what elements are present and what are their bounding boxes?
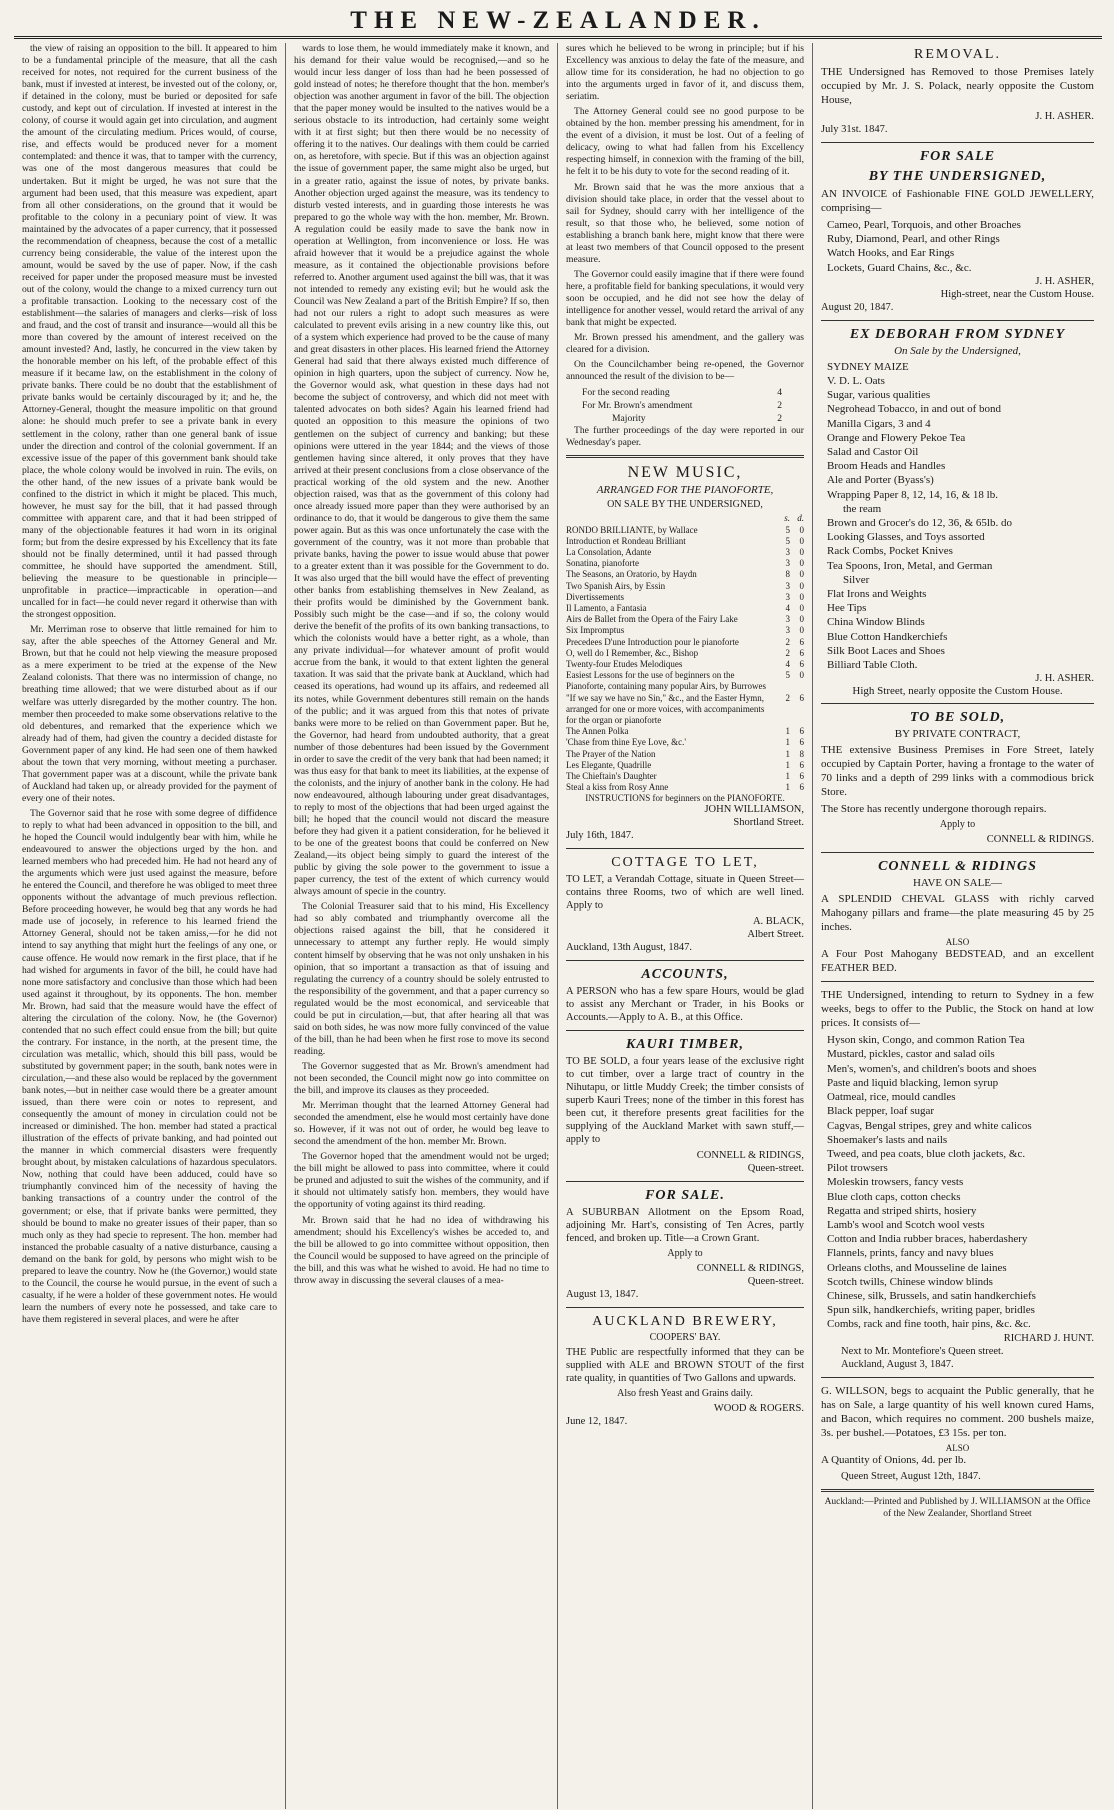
list-item: Tweed, and pea coats, blue cloth jackets, &c. <box>827 1147 1026 1160</box>
ad-signature: CONNELL & RIDINGS, <box>696 1150 804 1162</box>
price-shillings: 5 <box>785 524 790 535</box>
item-title: The Chieftain's Daughter <box>566 771 657 782</box>
item-title: La Consolation, Adante <box>566 546 652 557</box>
price-row <box>566 648 804 659</box>
price-pence: 8 <box>799 748 804 759</box>
list-item: Cotton and India rubber braces, haberdashery <box>827 1233 1028 1246</box>
ad-signature: WOOD & ROGERS. <box>713 1403 804 1415</box>
ad-address: Queen-street. <box>747 1276 804 1288</box>
price-pence: 6 <box>799 647 804 658</box>
ad-title: ACCOUNTS, <box>641 967 729 983</box>
ad-hunt-stock <box>821 988 1094 1370</box>
list-item: Blue Cotton Handkerchiefs <box>827 630 948 643</box>
ad-title: NEW MUSIC, <box>627 464 743 482</box>
list-item: Manilla Cigars, 3 and 4 <box>827 417 931 430</box>
ad-body: TO LET, a Verandah Cottage, situate in Queen Street—contains three Rooms, two of which are well lined. Apply to <box>566 874 804 912</box>
item-title: Two Spanish Airs, by Essin <box>566 580 666 591</box>
ad-cottage <box>566 855 804 954</box>
division-row <box>582 412 782 425</box>
divider <box>566 1181 804 1182</box>
ad-apply: Apply to <box>939 819 976 831</box>
list-item: Hyson skin, Congo, and common Ration Tea <box>827 1034 1025 1047</box>
ad-subtitle: BY PRIVATE CONTRACT, <box>894 728 1021 741</box>
divider <box>821 852 1094 853</box>
list-item: Ale and Porter (Byass's) <box>827 474 934 487</box>
price-pence: 6 <box>799 737 804 748</box>
price-header <box>566 513 804 524</box>
ad-title: TO BE SOLD, <box>909 710 1006 726</box>
ad-address: Next to Mr. Montefiore's Queen street. <box>841 1345 1004 1357</box>
price-pence: 6 <box>799 636 804 647</box>
list-item: Ruby, Diamond, Pearl, and other Rings <box>827 233 1000 246</box>
price-pence: 0 <box>799 569 804 580</box>
list-item: Pilot trowsers <box>827 1162 888 1175</box>
list-item: Salad and Castor Oil <box>827 446 919 459</box>
ad-signature: J. H. ASHER. <box>1035 673 1094 685</box>
column-1 <box>14 43 286 1809</box>
price-shillings: 1 <box>785 782 790 793</box>
ad-signature: J. H. ASHER, <box>1035 275 1094 287</box>
ad-subtitle: ON SALE BY THE UNDERSIGNED, <box>607 499 763 511</box>
list-item: Cagvas, Bengal stripes, grey and white calicos <box>827 1119 1032 1132</box>
item-title: Airs de Ballet from the Opera of the Fairy Lake <box>566 614 738 625</box>
price-row <box>566 771 804 782</box>
ad-title: AUCKLAND BREWERY, <box>592 1314 778 1330</box>
ad-signature: RICHARD J. HUNT. <box>1003 1332 1094 1344</box>
ad-signature: CONNELL & RIDINGS, <box>696 1263 804 1275</box>
division-value: 2 <box>777 413 782 425</box>
divider <box>821 320 1094 321</box>
price-row <box>566 693 804 727</box>
article-paragraph: Mr. Merriman rose to observe that little remained for him to say, after the able speeches of the Attorney General and Mr. Brown, but that he could not help viewing the measure proposed as a mere experiment to be tried at the expense of the New Zealand colonists. That there was no intermission of change, no breathing time allowed; that we were disturbed about as if our welfare was utterly disregarded by the mother country. The hon. member then proceeded to make some observations relative to the old debentures, and remarked that the experience which we already had of them, had given the country a decided distaste for Government paper of any kind. He had seen one of them hawked about the town that very morning, without meeting a purchaser. That government paper was at a discount, while the private bank of Auckland had taken up, or already provided for the payment of every one of their notes. <box>22 624 277 804</box>
price-row <box>566 726 804 737</box>
ad-title: KAURI TIMBER, <box>625 1037 745 1053</box>
list-item: the ream <box>843 502 882 515</box>
price-row <box>566 558 804 569</box>
item-title: Twenty-four Etudes Melodiques <box>566 659 683 669</box>
list-item: Rack Combs, Pocket Knives <box>827 545 953 558</box>
price-row <box>566 614 804 625</box>
ad-body: THE Undersigned, intending to return to Sydney in a few weeks, begs to offer to the Public, the Stock on hand at low prices. It consists of— <box>821 989 1094 1030</box>
list-item: Orleans cloths, and Mousseline de laines <box>827 1261 1007 1274</box>
list-item: Silk Boot Laces and Shoes <box>827 644 945 657</box>
list-item: Men's, women's, and children's boots and shoes <box>827 1062 1037 1075</box>
list-item: Wrapping Paper 8, 12, 14, 16, & 18 lb. <box>827 488 998 501</box>
list-item: Moleskin trowsers, fancy vests <box>827 1176 964 1189</box>
article-paragraph: The Governor hoped that the amendment would not be urged; the bill might be allowed to pass into committee, where it could be pruned and adjusted to suit the wishes of the community, and if it should not ultimately satisfy hon. members, they would have the opportunity of voting against its third reading. <box>294 1151 549 1211</box>
item-title: "If we say we have no Sin," &c., and the Easter Hymn, arranged for one or more voices, with accompaniments for the organ or pianoforte <box>566 692 765 726</box>
ad-address: Queen-street. <box>747 1163 804 1175</box>
division-value: 2 <box>777 400 782 412</box>
article-paragraph: sures which he believed to be wrong in principle; but if his Excellency was anxious to delay the fate of the measure, and allow time for its consideration, he had no objection to go into the arguments urged in favor of it, and discuss them, seriatim. <box>566 43 804 103</box>
price-row <box>566 581 804 592</box>
price-pence: 0 <box>799 602 804 613</box>
list-item: Watch Hooks, and Ear Rings <box>827 247 955 260</box>
ad-date: Auckland, 13th August, 1847. <box>566 942 692 954</box>
price-shillings: 3 <box>785 580 790 591</box>
item-title: 'Chase from thine Eye Love, &c.' <box>566 737 686 748</box>
list-item: Lockets, Guard Chains, &c., &c. <box>827 261 972 274</box>
item-list <box>821 218 1094 275</box>
division-label: Majority <box>612 413 646 425</box>
ad-body: THE Public are respectfully informed that they can be supplied with ALE and BROWN STOUT of the first rate quality, in quantities of Two Gallons and upwards. <box>566 1347 804 1385</box>
ad-willson <box>821 1384 1094 1483</box>
ad-title: FOR SALE <box>919 149 996 164</box>
ad-date: Auckland, August 3, 1847. <box>841 1358 954 1370</box>
price-shillings: 3 <box>785 614 790 625</box>
price-shillings: 3 <box>785 558 790 569</box>
ad-jewellery <box>821 149 1094 314</box>
ad-cheval-glass <box>821 859 1094 975</box>
price-shillings: 5 <box>785 670 790 681</box>
ad-body: The Store has recently undergone thorough repairs. <box>821 803 1047 816</box>
ad-body: A PERSON who has a few spare Hours, would be glad to assist any Merchant or Trader, in his Books or Accounts.—Apply to A. B., at this Office. <box>566 986 804 1024</box>
article-paragraph: On the Councilchamber being re-opened, the Governor announced the result of the division to be— <box>566 359 804 383</box>
ad-title: COTTAGE TO LET, <box>611 855 759 871</box>
division-result <box>566 386 804 425</box>
divider <box>821 1377 1094 1378</box>
divider <box>821 142 1094 143</box>
article-paragraph: Mr. Brown pressed his amendment, and the gallery was cleared for a division. <box>566 332 804 356</box>
divider <box>821 981 1094 982</box>
list-item: V. D. L. Oats <box>827 375 885 388</box>
shillings-header: s. <box>784 513 790 524</box>
price-row <box>566 625 804 636</box>
ad-signature: J. H. ASHER. <box>1035 111 1094 122</box>
list-item: SYDNEY MAIZE <box>827 360 909 373</box>
list-item: Sugar, various qualities <box>827 389 931 402</box>
ad-date: August 13, 1847. <box>566 1289 639 1301</box>
ad-extra: Also fresh Yeast and Grains daily. <box>617 1388 753 1400</box>
ad-kauri-timber <box>566 1037 804 1175</box>
list-item: Brown and Grocer's do 12, 36, & 65lb. do <box>827 517 1012 530</box>
ad-subtitle: ARRANGED FOR THE PIANOFORTE, <box>596 484 774 497</box>
price-row <box>566 525 804 536</box>
imprint: Auckland:—Printed and Published by J. WILLIAMSON at the Office of the New Zealander, Shortland Street <box>821 1489 1094 1520</box>
column-2 <box>286 43 558 1809</box>
division-label: For Mr. Brown's amendment <box>582 400 693 412</box>
item-title: RONDO BRILLIANTE, by Wallace <box>566 524 698 535</box>
ad-removal <box>821 47 1094 136</box>
divider <box>566 1030 804 1031</box>
item-list <box>821 1033 1094 1331</box>
price-shillings: 1 <box>785 737 790 748</box>
ad-to-be-sold <box>821 710 1094 846</box>
division-value: 4 <box>777 387 782 399</box>
ad-body: THE extensive Business Premises in Fore Street, lately occupied by Captain Porter, having a frontage to the water of 70 links and a depth of 299 links with a commodious brick Store. <box>821 744 1094 799</box>
price-row <box>566 782 804 793</box>
list-item: Mustard, pickles, castor and salad oils <box>827 1048 995 1061</box>
list-item: Billiard Table Cloth. <box>827 659 918 672</box>
ad-subtitle: BY THE UNDERSIGNED, <box>868 169 1047 184</box>
item-title: O, well do I Remember, &c., Bishop <box>566 647 699 658</box>
list-item: Scotch twills, Chinese window blinds <box>827 1275 993 1288</box>
ad-date: June 12, 1847. <box>566 1416 628 1428</box>
article-paragraph: The Attorney General could see no good purpose to be obtained by the hon. member pressing his amendment, for in the event of a division, it must be lost. Out of a feeling of delicacy, owing to what had fallen from his Excellency respecting himself, in connexion with the framing of the bill, he felt it to be his duty to vote for the second reading of it. <box>566 106 804 178</box>
ad-body: A SUBURBAN Allotment on the Epsom Road, adjoining Mr. Hart's, consisting of Ten Acres, partly fenced, and broken up. Title—a Crown Grant. <box>566 1207 804 1245</box>
article-paragraph: Mr. Brown said that he was the more anxious that a division should take place, in order that the vessel about to sail for Sydney, should carry with her intelligence of the result, so that those who, he believed, some notion of establishing a branch bank here, might know that there were at least two members of that Council opposed to the present measure. <box>566 181 804 265</box>
article-paragraph: wards to lose them, he would immediately make it known, and his demand for their value would be recognised,—and so he would incur less danger of loss than had he been possessed of gold instead of notes; he therefore thought that the hon. member's objection was another argument in favor of the bill. The objection that the paper money would be insulted to the natives would be a serious obstacle to its introduction, had certainly some weight with it at first sight; but then there would be no necessity of offering it to the natives. Our dealings with them could be carried on, as heretofore, with specie. But if this was an objection against the issue of government paper, the same might also be urged, but in a greater ratio, against the issue of notes, by private banks. Another objection urged against the measure, was its tendency to disturb vested interests, and in guarding those interests he was prepared to go the whole way with the hon. member, Mr. Brown. A regulation could be easily made to save the bank now in operation at Wellington, from inconvenience or loss. He was afraid however that it would be a prejudice against the whole measure, as it contained the objectionable provisions before referred to. Another argument used against the bill was, that it was not intended to remedy any existing evil; but he would ask the Council was New Zealand a part of the British Empire? If so, then had not our rulers a right to adopt such measures as were calculated to prevent evils arising in a new country like this, out of a system which experience had proved to be the cause of many and great disasters in other places. His learned friend the Attorney General had said that there always existed much difference of opinion in high quarters, upon the subject of currency. Now he, the Governor would ask, what question in these days had not become the subject of controversy, and which did not meet with talented advocates on both sides? Again his learned friend had quoted an opposition to this measure the opinions of two gentlemen on the subject of currency and banking; but these opinions were uttered in the year 1844; and the views of those gentlemen having since altered, it only proves that they have arrived at their present conclusions from a close observance of the practical working of the old system and the new. Another objection raised, was that as the government of this colony had once already issued more paper than they were authorised by an ordinance to do, that it would be dangerous to give them the same power again. But as this was once unfortunately the case with the government of the country, was it not more than probable that private banks, having the power to issue would abuse that power to a greater extent than it was possible for the Government to do. It was also urged that the bill would have the effect of preventing other banks from establishing themselves in New Zealand, as their profits would be diminished by the Government bank. Possibly such might be the case—and if so, the colony would derive the benefit of the profits of its own banking transactions, to which the colonists would have a better right, as a whole, than any private individual—for whatever amount of profit would accrue from the bank, it would to that extent lighten the general taxation. It was said that the private bank at Auckland, which had ceased its operations, had wound up its affairs, and redeemed all its notes, while Government debentures still remain on the hands of the public; and it was argued from this that notes of private banks were more to be relied on than Government paper. But he, the Governor, had heard from undoubted authority, that a great number of those debentures had been issued by the Government in order to save the credit of the very bank that had been named; it was thus easy for that bank to meet its liabilities, at the expense of the colonists, and the injury of another bank in the colony. He had now endeavoured, although labouring under great disadvantages, to reply to most of the objections that had been urged against the bill; he hoped that the council would not discard the measure before they had given it a patient consideration, for he believed it to be one of the greatest boons that could be conferred on New Zealand,—its object being simply to guard the interest of the public by giving the sole power to the government to issue a paper currency, the test of the extent of which currency would always amount of specie in the country. <box>294 43 549 898</box>
ad-body: THE Undersigned has Removed to those Premises lately occupied by Mr. J. S. Polack, nearly opposite the Custom House, <box>821 66 1094 106</box>
price-row <box>566 737 804 748</box>
columns <box>14 43 1102 1809</box>
list-item: Black pepper, loaf sugar <box>827 1105 935 1118</box>
price-row <box>566 749 804 760</box>
price-shillings: 5 <box>785 535 790 546</box>
list-item: Lamb's wool and Scotch wool vests <box>827 1218 985 1231</box>
list-item: Shoemaker's lasts and nails <box>827 1133 948 1146</box>
list-item: Combs, rack and fine tooth, hair pins, &c. &c. <box>827 1318 1031 1331</box>
price-shillings: 3 <box>785 591 790 602</box>
price-row <box>566 760 804 771</box>
ad-also: ALSO <box>945 937 970 948</box>
ad-date: August 20, 1847. <box>821 301 894 313</box>
article-paragraph: the view of raising an opposition to the bill. It appeared to him to be a fundamental principle of the measure, that all the cash received for notes, not required for the current business of the bank, must if invested at interest, be invested out of the colony, or, if detained in the colony, must be buried or deposited for safe custody, and kept out of circulation. If invested at interest in the colony, of course it would again get into circulation, and augment the amount of the circulating medium. Prices would, of course, rise, and effects would be produced never for a moment contemplated: and thence it was, that to tamper with the currency, was one of the most dangerous measures that could be undertaken. But it might be urged, he was not sure that the argument had been used, that this measure was expedient, apart from all other considerations, on the ground that it would be profitable to the colony in a pecuniary point of view. It was maintained by the advocates of a paper currency, that it possessed the recommendation of cheapness, because the cost of a metallic currency being considerable, the value of the interest upon the amount, would be saved by the use of paper. Now, if the cash received for paper under the proposed measure must be invested out of the colony, would the change to a mixed currency turn out a profitable transaction. Looking to the necessary cost of the establishment—the salaries of managers and clerks—risk of loss and fraud, and the cost of transit and insurance—would all this be more than covered by the amount of interest received on the amount invested? And, lastly, he concurred in the view taken by the honorable member on his left, of the probable effect of this measure if it became law, on the establishment in the colony of private banks. There could be no doubt that the establishment of private banks would be certainly discouraged by it; and he, the Attorney-General, thought the measure impolitic on that ground alone: he should much prefer to see a private bank in every settlement in the colony, rather than one general bank of issue under the direction and control of the colonial government. If an excessive issue of the paper of this government bank should take place, the whole colony would be involved in ruin. The evils, on the other hand, of the new issues of a private bank would be confined to the district in which it might be placed. This much, however, he must say for the bill, that it had passed through committee with apparent care, and that it had been stripped of many of the objectionable features it had worn in its original form; but from the desire expressed by his Excellency that its fate should not be finally determined, until it had passed through committee, he should have supported the amendment. Still, believing the measure to be questionable in principle—unprofitable in practice—impracticable in operation—and uncalled for in fact—he could never regard it otherwise than with the strongest opposition. <box>22 43 277 621</box>
ad-subtitle: On Sale by the Undersigned, <box>894 344 1021 357</box>
list-item: Blue cloth caps, cotton checks <box>827 1190 961 1203</box>
division-row <box>582 386 782 399</box>
price-row <box>566 536 804 547</box>
price-shillings: 1 <box>785 759 790 770</box>
price-pence: 0 <box>799 524 804 535</box>
item-title: Introduction et Rondeau Brilliant <box>566 535 686 546</box>
article-paragraph: The Colonial Treasurer said that to his mind, His Excellency had so ably combated and triumphantly overcome all the objections raised against the bill, that he considered it unnecessary to attempt any further reply. He would simply content himself by observing that he was not only unshaken in his opinion, that so important a transaction as that of issuing and regulating the currency of a country should be solely entrusted to the responsibility of the government, and that a paper currency so regulated would be the most economical, and serviceable that could be put in circulation,—but, that after hearing all that was said on both sides, he was now more fully convinced of the value of the bill, than he had been when he first rose to move its second reading. <box>294 901 549 1057</box>
price-pence: 6 <box>799 782 804 793</box>
ad-also: ALSO <box>945 1442 970 1453</box>
article-paragraph: Mr. Brown said that he had no idea of withdrawing his amendment; should his Excellency's wishes be acceded to, and the bill be allowed to go into committee without opposition, then the Council would be supposed to have agreed on the principle of the bill, and this was what he wished to avoid. He had no time to throw away in discussing the several clauses of a mea- <box>294 1214 549 1286</box>
price-shillings: 2 <box>785 647 790 658</box>
list-item: Oatmeal, rice, mould candles <box>827 1091 956 1104</box>
ad-address: High-street, near the Custom House. <box>940 288 1094 300</box>
ad-note: INSTRUCTIONS for beginners on the PIANOFORTE. <box>585 793 785 804</box>
price-shillings: 1 <box>785 726 790 737</box>
list-item: Chinese, silk, Brussels, and satin handkerchiefs <box>827 1289 1036 1302</box>
ad-new-music <box>566 464 804 842</box>
price-pence: 0 <box>799 591 804 602</box>
price-shillings: 8 <box>785 569 790 580</box>
item-title: Easiest Lessons for the use of beginners on the Pianoforte, containing many popular Airs, by Burrowes <box>566 670 766 692</box>
price-row <box>566 547 804 558</box>
price-shillings: 4 <box>785 659 790 669</box>
ad-body: A Four Post Mahogany BEDSTEAD, and an excellent FEATHER BED. <box>821 948 1094 975</box>
divider <box>566 455 804 458</box>
ad-title: REMOVAL. <box>914 47 1001 62</box>
list-item: Flat Irons and Weights <box>827 588 927 601</box>
pence-header: d. <box>797 513 804 524</box>
price-pence: 6 <box>799 771 804 782</box>
price-shillings: 3 <box>785 625 790 636</box>
ad-address: Albert Street. <box>747 929 804 941</box>
price-row <box>566 659 804 670</box>
list-item: Orange and Flowery Pekoe Tea <box>827 431 966 444</box>
list-item: Broom Heads and Handles <box>827 460 946 473</box>
item-title: Les Elegante, Quadrille <box>566 759 652 770</box>
item-title: The Annen Polka <box>566 726 629 737</box>
price-pence: 0 <box>799 546 804 557</box>
ad-address: High Street, nearly opposite the Custom House. <box>852 685 1063 698</box>
item-title: The Seasons, an Oratorio, by Haydn <box>566 569 697 580</box>
item-title: Divertissements <box>566 591 624 602</box>
ad-title: EX DEBORAH FROM SYDNEY <box>849 326 1066 342</box>
price-shillings: 1 <box>785 771 790 782</box>
ad-accounts <box>566 967 804 1024</box>
item-title: Il Lamento, a Fantasia <box>566 602 647 613</box>
ad-signature: CONNELL & RIDINGS. <box>986 834 1094 846</box>
price-pence: 0 <box>799 535 804 546</box>
article-paragraph: The Governor could easily imagine that if there were found here, a profitable field for banking speculations, it would very soon be occupied, and he did not see how the delay of intelligence for another vessel, would retard the arrival of any bank that might be expected. <box>566 268 804 329</box>
price-pence: 0 <box>799 558 804 569</box>
ad-date: Queen Street, August 12th, 1847. <box>841 1470 981 1482</box>
price-row <box>566 637 804 648</box>
list-item: Flannels, prints, fancy and navy blues <box>827 1247 994 1260</box>
list-item: China Window Blinds <box>827 616 925 629</box>
item-title: The Prayer of the Nation <box>566 748 656 759</box>
ad-for-sale <box>566 1188 804 1301</box>
list-item: Silver <box>843 573 870 586</box>
ad-body: AN INVOICE of Fashionable FINE GOLD JEWELLERY, comprising— <box>821 188 1094 214</box>
price-pence: 6 <box>799 759 804 770</box>
price-pence: 0 <box>799 580 804 591</box>
list-item: Paste and liquid blacking, lemon syrup <box>827 1076 999 1089</box>
price-list <box>566 513 804 793</box>
list-item: Looking Glasses, and Toys assorted <box>827 531 985 544</box>
list-item: Spun silk, handkerchiefs, writing paper, bridles <box>827 1304 1035 1317</box>
item-title: Precedees D'une Introduction pour le pianoforte <box>566 636 739 647</box>
ad-signature: JOHN WILLIAMSON, <box>704 804 804 816</box>
ad-date: July 31st. 1847. <box>821 124 888 135</box>
price-row <box>566 670 804 692</box>
item-list <box>821 360 1094 672</box>
divider <box>566 848 804 849</box>
item-title: Six Impromptus <box>566 625 625 636</box>
ad-ex-deborah <box>821 327 1094 697</box>
article-paragraph: The Governor said that he rose with some degree of diffidence to reply to what had been advanced in opposition to the bill, and he hoped the Council would indulgently bear with him, while he endeavoured to answer the objections urged by the hon. and learned members who had preceded him. He had not heard any of the arguments which were just used against the measure, before he entered the Council, and therefore he was obliged to meet three opponents without the advantage of much previous reflection. Before proceeding however, he would beg that any words he had made use of jocosely, in reference to his learned friend the Attorney General, should not be taken amiss,—for he did not intend to say anything that might hurt the feelings of any one, or cause offence. He would now remark in the first place, that if he had wished for arguments in favor of the bill, he could have had none more satisfactory and conclusive than those which had been used against it throughout, by its opponents. The hon. member Mr. Brown, had said that the measure would have the effect of altering the circulation of the colony. Now, he (the Governor) contended that no such effect could ensue from the bill; but quite the contrary. For instance, in the north, at the present time, the circulation was metallic, which, should this bill pass, would be substituted by government paper; in the south, bank notes were in circulation,—and these also would be replaced by the government bank notes,—but in neither case would there be a greater amount issued, than there were coin or notes to represent, and consequently the amount of money in circulation could not be increased or diminished. The hon. member had stated a practical illustration of the effects of private banking, and had pointed out the manner in which commercial disasters were frequently brought about, by mistaken calculations of hazardous speculators. Now, nothing that could have been adduced, could have so triumphantly convinced him of the necessity of having the banking transactions of a country under the control of the government; or else, that if private banks were permitted, they should be bound to make no greater issues of their paper, than so much only as they had specie to represent. The hon. member had instanced the probable casualty of a native disturbance, causing a demand on the bank for gold, by persons who might wish to be prepared to leave the country. Now he (the Governor,) would state to the Council, the course he would pursue, in the event of such a casualty, if he were a holder of these government notes. He would learn the numbers of every note he possessed, and take care to have them registered in several places, and were he after <box>22 807 277 1325</box>
divider <box>821 703 1094 704</box>
article-paragraph: The Governor suggested that as Mr. Brown's amendment had not been seconded, the Council might now go into committee on the bill, and improve its clauses as they proceeded. <box>294 1060 549 1097</box>
price-pence: 6 <box>799 659 804 669</box>
ad-title: CONNELL & RIDINGS <box>878 859 1037 875</box>
column-3 <box>558 43 813 1809</box>
price-shillings: 3 <box>785 546 790 557</box>
price-pence: 0 <box>799 625 804 636</box>
list-item: Hee Tips <box>827 602 867 615</box>
divider <box>566 1307 804 1308</box>
ad-brewery <box>566 1314 804 1428</box>
ad-body: G. WILLSON, begs to acquaint the Public generally, that he has on Sale, a large quantity of his well known cured Hams, and Bacon, which requires no comment. 200 bushels maize, 3s. per bushel.—Potatoes, £3 15s. per ton. <box>821 1384 1094 1439</box>
ad-signature: A. BLACK, <box>752 916 804 928</box>
item-title: Steal a kiss from Rosy Anne <box>566 782 669 793</box>
article-paragraph: The further proceedings of the day were reported in our Wednesday's paper. <box>566 425 804 449</box>
ad-body: A SPLENDID CHEVAL GLASS with richly carved Mahogany pillars and frame—the plate measuring 45 by 25 inches. <box>821 893 1094 934</box>
ad-apply: Apply to <box>667 1248 703 1260</box>
ad-subtitle: HAVE ON SALE— <box>912 877 1003 890</box>
price-row <box>566 569 804 580</box>
price-pence: 6 <box>799 692 804 703</box>
price-pence: 0 <box>799 614 804 625</box>
price-shillings: 2 <box>785 636 790 647</box>
ad-body: A Quantity of Onions, 4d. per lb. <box>821 1453 967 1466</box>
article-paragraph: Mr. Merriman thought that the learned Attorney General had seconded the amendment, else he would most certainly have done so. However, if it was not out of order, he would beg leave to second the amendment of the hon. member Mr. Brown. <box>294 1100 549 1148</box>
list-item: Cameo, Pearl, Torquois, and other Broaches <box>827 219 1021 231</box>
price-row <box>566 592 804 603</box>
list-item: Tea Spoons, Iron, Metal, and German <box>827 559 993 572</box>
division-row <box>582 399 782 412</box>
item-title: Sonatina, pianoforte <box>566 558 639 569</box>
price-shillings: 4 <box>785 602 790 613</box>
ad-address: Shortland Street. <box>733 817 804 829</box>
ad-date: July 16th, 1847. <box>566 830 634 842</box>
ad-title: FOR SALE. <box>645 1188 725 1204</box>
price-pence: 6 <box>799 726 804 737</box>
ad-body: TO BE SOLD, a four years lease of the exclusive right to cut timber, over a large tract of country in the Nihutapu, or little Muddy Creek; the timber consists of superb Kauri Trees; none of the timber in this forest has been cut, it therefore presents great facilities for the supplying of the Auckland Market with sawn stuff,—apply to <box>566 1056 804 1146</box>
list-item: Regatta and striped shirts, hosiery <box>827 1204 977 1217</box>
column-4 <box>813 43 1102 1809</box>
division-label: For the second reading <box>582 387 670 399</box>
divider <box>566 960 804 961</box>
price-pence: 0 <box>799 670 804 681</box>
ad-subtitle: COOPERS' BAY. <box>649 1332 721 1344</box>
masthead: THE NEW-ZEALANDER. <box>14 6 1102 39</box>
price-row <box>566 603 804 614</box>
price-shillings: 2 <box>785 692 790 703</box>
price-shillings: 1 <box>785 748 790 759</box>
list-item: Negrohead Tobacco, in and out of bond <box>827 403 1002 416</box>
